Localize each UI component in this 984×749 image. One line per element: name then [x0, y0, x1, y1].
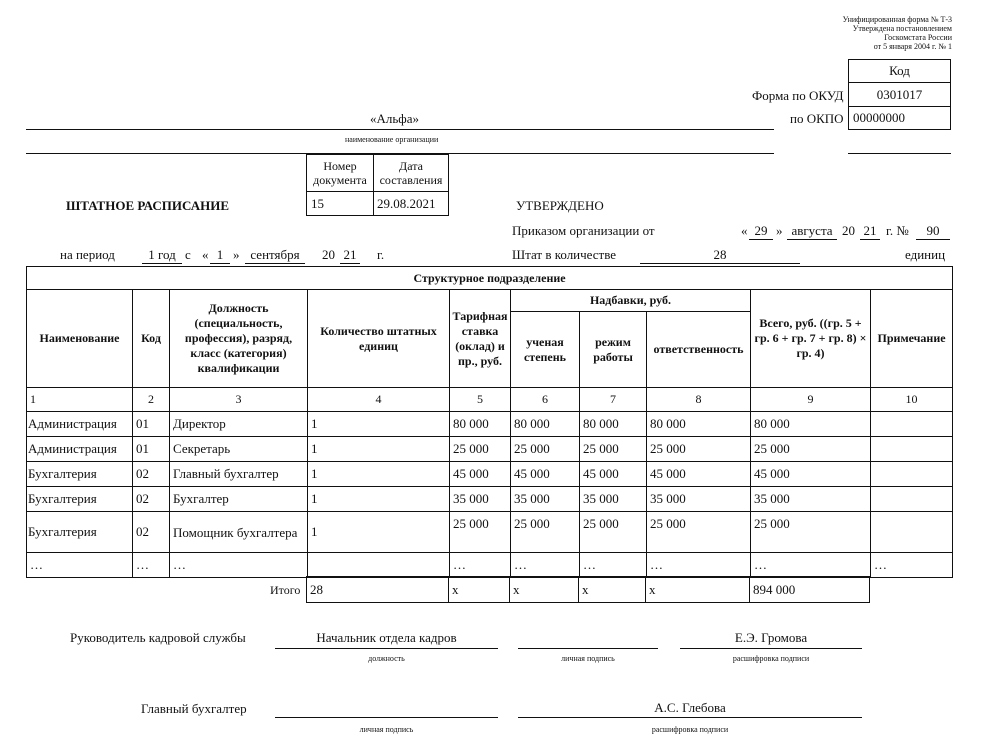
col-total-header: Всего, руб. ((гр. 5 + гр. 6 + гр. 7 + гр. 8) × гр. 4): [751, 290, 871, 388]
cell-degree: 25 000: [511, 437, 580, 462]
cell-rate: 25 000: [450, 512, 511, 553]
cell-count: 1: [308, 462, 450, 487]
cell-count: [308, 553, 450, 578]
total-mode: x: [579, 577, 646, 603]
caption-decode-2: расшифровка подписи: [651, 725, 729, 734]
cell-code: 01: [133, 437, 170, 462]
okpo-label: по ОКПО: [790, 111, 844, 126]
cell-mode: 25 000: [580, 512, 647, 553]
cell-resp: 25 000: [647, 437, 751, 462]
total-count: 28: [307, 577, 449, 603]
quote-close: »: [776, 223, 783, 238]
staff-table: [26, 266, 953, 578]
dept-header: Структурное подразделение: [27, 267, 953, 290]
cell-code: 02: [133, 487, 170, 512]
table-row: [27, 462, 953, 487]
cell-rate: 45 000: [450, 462, 511, 487]
col-number: 8: [647, 388, 751, 412]
cell-note: [871, 437, 953, 462]
order-number: 90: [916, 223, 950, 240]
cell-code: 02: [133, 462, 170, 487]
cell-degree: …: [511, 553, 580, 578]
table-row: [27, 512, 953, 553]
order-month: августа: [787, 223, 837, 240]
doc-number-label: Номер документа: [306, 154, 374, 192]
table-row: [27, 412, 953, 437]
cell-rate: 35 000: [450, 487, 511, 512]
col-number: 4: [308, 388, 450, 412]
staff-label: Штат в количестве: [512, 247, 617, 262]
cell-count: 1: [308, 437, 450, 462]
table-row: [27, 437, 953, 462]
code-header-cell: Код: [848, 59, 951, 83]
order-year-suffix: 21: [860, 223, 880, 240]
doc-date-value: 29.08.2021: [373, 191, 449, 216]
cell-note: …: [871, 553, 953, 578]
cell-total: 35 000: [751, 487, 871, 512]
quote-open: «: [202, 247, 209, 262]
organization-caption: наименование организации: [345, 135, 439, 144]
col-degree-header: ученая степень: [511, 312, 580, 388]
period-day: 1: [210, 247, 230, 264]
cell-resp: 45 000: [647, 462, 751, 487]
total-degree: x: [510, 577, 579, 603]
cell-total: 25 000: [751, 512, 871, 553]
col-resp-header: ответственность: [647, 312, 751, 388]
caption-signature-2: личная подпись: [359, 725, 414, 734]
col-mode-header: режим работы: [580, 312, 647, 388]
caption-signature: личная подпись: [561, 654, 615, 663]
col-rate-header: Тарифная ставка (оклад) и пр., руб.: [450, 290, 511, 388]
hr-position: Начальник отдела кадров: [316, 630, 457, 645]
accountant-label: Главный бухгалтер: [141, 701, 247, 716]
cell-position: Бухгалтер: [170, 487, 308, 512]
form-note-line: Унифицированная форма № Т-3: [842, 15, 952, 24]
quote-open: «: [741, 223, 748, 238]
cell-degree: 35 000: [511, 487, 580, 512]
cell-total: …: [751, 553, 871, 578]
cell-name: Бухгалтерия: [27, 462, 133, 487]
cell-total: 45 000: [751, 462, 871, 487]
cell-total: 25 000: [751, 437, 871, 462]
form-header-note: [843, 15, 952, 51]
cell-note: [871, 512, 953, 553]
hr-name: Е.Э. Громова: [734, 630, 808, 645]
quote-close: »: [233, 247, 240, 262]
approved-label: УТВЕРЖДЕНО: [516, 198, 604, 213]
cell-degree: 25 000: [511, 512, 580, 553]
cell-position: …: [170, 553, 308, 578]
cell-degree: 80 000: [511, 412, 580, 437]
staff-count: 28: [640, 247, 800, 264]
col-number: 3: [170, 388, 308, 412]
col-number: 5: [450, 388, 511, 412]
col-note-header: Примечание: [871, 290, 953, 388]
cell-resp: 80 000: [647, 412, 751, 437]
order-day: 29: [749, 223, 773, 240]
col-number: 1: [27, 388, 133, 412]
cell-resp: 35 000: [647, 487, 751, 512]
organization-name: «Альфа»: [370, 111, 419, 126]
cell-resp: …: [647, 553, 751, 578]
cell-rate: …: [450, 553, 511, 578]
caption-decode: расшифровка подписи: [732, 654, 810, 663]
col-number: 6: [511, 388, 580, 412]
cell-name: …: [27, 553, 133, 578]
cell-code: 01: [133, 412, 170, 437]
cell-mode: 80 000: [580, 412, 647, 437]
okud-label: Форма по ОКУД: [752, 88, 844, 103]
total-sum: 894 000: [750, 577, 870, 603]
cell-position: Секретарь: [170, 437, 308, 462]
bonus-header: Надбавки, руб.: [511, 290, 751, 312]
totals-table: [306, 576, 870, 603]
table-row: [27, 553, 953, 578]
col-number: 2: [133, 388, 170, 412]
total-label: Итого: [270, 583, 301, 597]
doc-number-value: 15: [306, 191, 374, 216]
col-name-header: Наименование: [27, 290, 133, 388]
cell-name: Администрация: [27, 412, 133, 437]
cell-mode: …: [580, 553, 647, 578]
caption-position: должность: [368, 654, 405, 663]
staff-units: единиц: [905, 247, 946, 262]
cell-count: 1: [308, 412, 450, 437]
cell-mode: 25 000: [580, 437, 647, 462]
cell-count: 1: [308, 512, 450, 553]
cell-position: Директор: [170, 412, 308, 437]
table-row: [27, 487, 953, 512]
period-year-prefix: 20: [322, 247, 335, 262]
col-code-header: Код: [133, 290, 170, 388]
cell-name: Бухгалтерия: [27, 487, 133, 512]
period-year-suffix: 21: [340, 247, 360, 264]
form-note-line: Госкомстата России: [884, 33, 952, 42]
cell-name: Бухгалтерия: [27, 512, 133, 553]
order-label: Приказом организации от: [512, 223, 655, 238]
period-g: г.: [377, 247, 385, 262]
cell-code: 02: [133, 512, 170, 553]
cell-name: Администрация: [27, 437, 133, 462]
cell-degree: 45 000: [511, 462, 580, 487]
col-number: 9: [751, 388, 871, 412]
period-label: на период: [60, 247, 115, 262]
doc-date-label: Дата составления: [373, 154, 449, 192]
cell-rate: 80 000: [450, 412, 511, 437]
cell-code: …: [133, 553, 170, 578]
cell-mode: 45 000: [580, 462, 647, 487]
col-number: 10: [871, 388, 953, 412]
cell-mode: 35 000: [580, 487, 647, 512]
period-from: с: [185, 247, 191, 262]
period-value: 1 год: [142, 247, 182, 264]
cell-note: [871, 412, 953, 437]
document-title: ШТАТНОЕ РАСПИСАНИЕ: [66, 198, 230, 213]
hr-label: Руководитель кадровой службы: [70, 630, 246, 645]
okpo-value-cell: 00000000: [848, 106, 951, 130]
cell-total: 80 000: [751, 412, 871, 437]
cell-count: 1: [308, 487, 450, 512]
cell-resp: 25 000: [647, 512, 751, 553]
order-g-no: г. №: [886, 223, 909, 238]
cell-note: [871, 487, 953, 512]
cell-position: Главный бухгалтер: [170, 462, 308, 487]
period-month: сентября: [245, 247, 305, 264]
total-resp: x: [646, 577, 750, 603]
cell-rate: 25 000: [450, 437, 511, 462]
form-note-line: от 5 января 2004 г. № 1: [873, 42, 952, 51]
total-rate: x: [449, 577, 510, 603]
col-number: 7: [580, 388, 647, 412]
form-note-line: Утверждена постановлением: [852, 24, 952, 33]
col-position-header: Должность (специальность, профессия), разряд, класс (категория) квалификации: [170, 290, 308, 388]
cell-note: [871, 462, 953, 487]
okud-value-cell: 0301017: [848, 82, 951, 107]
order-year-prefix: 20: [842, 223, 855, 238]
accountant-name: А.С. Глебова: [654, 700, 726, 715]
col-count-header: Количество штатных единиц: [308, 290, 450, 388]
cell-position: Помощник бухгалтера: [170, 512, 308, 553]
